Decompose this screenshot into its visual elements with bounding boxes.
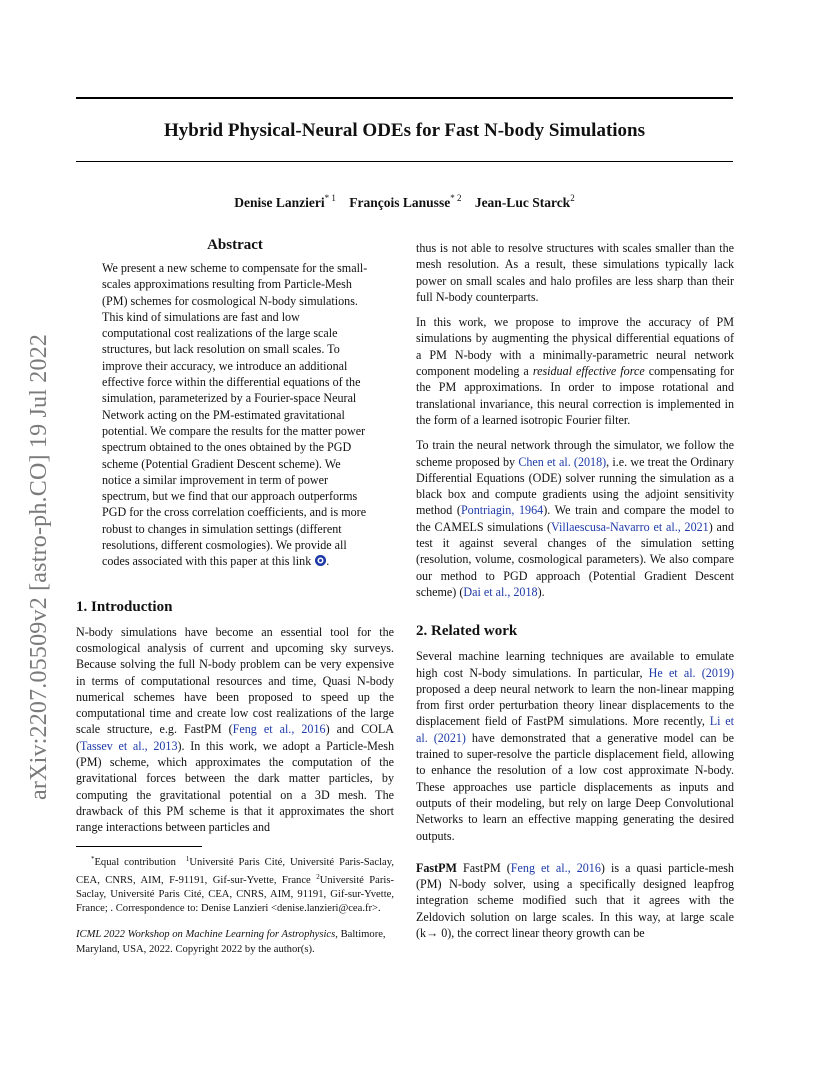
footnote-affiliations: *Equal contribution $^1$Université Paris Cité, Université Paris-Saclay, CEA, CNRS, AIM, F-91191, Gif-sur-Yvette, France $^2$Université Paris-Saclay, Université Paris Cité, CEA, CNRS, AIM, 91191, Gif-sur-Yvette, France; . Correspondence to: Denise Lanzieri <denise.lanzieri@cea.fr>.	[76, 854, 395, 915]
venue-note	[76, 928, 394, 956]
citation-link[interactable]: Chen et al. (2018)	[518, 454, 607, 469]
author-name: Jean-Luc Starck	[474, 195, 571, 210]
body-text: proposed a deep neural network to learn the non-linear mapping from first order perturbation theory linear displacements to the displacement field of FastPM simulations. More recently,	[416, 681, 734, 729]
author-name: Denise Lanzieri	[234, 195, 325, 210]
venue-name: ICML 2022 Workshop on Machine Learning for Astrophysics	[76, 929, 336, 941]
section-heading-related-work: 2. Related work	[416, 623, 518, 640]
left-column	[76, 232, 394, 957]
author-affiliation: 2	[570, 193, 575, 203]
top-rule	[76, 97, 733, 99]
citation-link[interactable]: He et al. (2019)	[648, 665, 734, 680]
title-bottom-rule	[76, 161, 733, 162]
paper-title: Hybrid Physical-Neural ODEs for Fast N-body Simulations	[163, 120, 646, 141]
body-paragraph	[416, 860, 734, 941]
citation-link[interactable]: Li et al. (2021)	[416, 714, 735, 745]
emphasis-text: residual effective force	[532, 364, 645, 379]
intro-text: ) and COLA (	[76, 722, 394, 753]
paragraph-label: FastPM	[416, 860, 457, 875]
body-text: ) and test it against several changes of the simulation setting (resolution, volume, cosmological parameters). We also compare our method to PGD approach (Potential Gradient Descent scheme) (	[416, 519, 734, 599]
body-paragraph: thus is not able to resolve structures with scales smaller than the mesh resolution. As a result, these simulations typically lack power on small scales and halo profiles are less sharp than their full N-body counterparts.	[416, 241, 734, 304]
body-text: FastPM (	[456, 860, 511, 875]
footnote-text: Université Paris Cité, Université Paris-Saclay, CEA, CNRS, AIM, F-91191, Gif-sur-Yvette, France	[76, 856, 394, 886]
citation-link[interactable]: Dai et al., 2018	[463, 584, 538, 599]
body-text: , i.e. we treat the Ordinary Differential Equations (ODE) solver running the simulation as a black box and compute gradients using the adjoint sensitivity method (	[416, 454, 734, 518]
arxiv-side-stamp	[20, 268, 60, 800]
footnote-text: Equal contribution	[94, 856, 176, 868]
author-list	[76, 188, 733, 213]
intro-text: N-body simulations have become an essential tool for the cosmological analysis of current and upcoming sky surveys. Because solving the full N-body problem can be very expensive in terms of computational resources and time, Quasi N-body numerical schemes have been proposed to speed up the computational time and create low cost realizations of the large scale structure, e.g. FastPM (	[76, 624, 394, 737]
author-affiliation: * 1	[324, 193, 336, 203]
author-name: François Lanusse	[349, 195, 451, 210]
intro-paragraph	[76, 624, 394, 836]
body-text: Several machine learning techniques are available to emulate high cost N-body simulations. In particular,	[416, 649, 734, 680]
body-text: ) is a quasi particle-mesh (PM) N-body solver, using a specifically designed leapfrog integration scheme modified such that it agrees with the Zeldovich solution on large scales. In this way, at large scale (k→ 0), the correct linear theory growth can be	[416, 860, 734, 940]
github-icon[interactable]	[315, 555, 326, 566]
body-paragraph	[416, 437, 734, 600]
body-text: ). We train and compare the model to the CAMELS simulations (	[416, 503, 735, 534]
body-text: In this work, we propose to improve the accuracy of PM simulations by augmenting the physical differential equations of a PM N-body with a minimally-parametric neural network component modeling a	[416, 315, 734, 379]
arxiv-stamp-text: arXiv:2207.05509v2 [astro-ph.CO] 19 Jul 2022	[26, 333, 52, 800]
intro-text: ). In this work, we adopt a Particle-Mesh (PM) scheme, which approximates the computation of the gravitational forces between the dark matter particles, by computing the gravitational potential on a 3D mesh. The drawback of this PM scheme is that it approximates the short range interactions between particles and	[76, 738, 394, 835]
abstract-heading: Abstract	[207, 237, 263, 253]
body-text: compensating for the PM approximations. In order to impose rotational and translational invariance, this neural correction is implemented in the form of a learned isotropic Fourier filter.	[416, 364, 734, 427]
abstract-body-text: We present a new scheme to compensate for the small-scales approximations resulting from Particle-Mesh (PM) schemes for cosmological N-body simulations. This kind of simulations are fast and low computational cost realizations of the large scale structures, but lack resolution on small scales. To improve their accuracy, we introduce an additional effective force within the differential equations of the simulation, parameterized by a Fourier-space Neural Network acting on the PM-estimated gravitational potential. We compare the results for the matter power spectrum obtained to the ones obtained by the PGD scheme (Potential Gradient Descent scheme). We notice a similar improvement in term of power spectrum, but we find that our approach outperforms PGD for the cross correlation coefficients, and is more robust to changes in simulation settings (different resolutions, different cosmologies). We provide all codes associated with this paper at this link	[102, 261, 368, 569]
author-affiliation: * 2	[450, 193, 462, 203]
body-text: have demonstrated that a generative model can be trained to super-resolve the particle displacement field, allowing to enhance the resolution of a low cost approximate N-body. These approaches use particle displacements as inputs and outputs of their modeling, but rely on large Deep Convolutional Networks to learn an effective mapping generating the desired outputs.	[416, 730, 734, 843]
section-heading-introduction: 1. Introduction	[76, 598, 173, 615]
abstract-text	[102, 260, 368, 570]
footnote-text: Université Paris-Saclay, Université Paris Cité, CEA, CNRS, AIM, 91191, Gif-sur-Yvette, France; . Correspondence to: Denise Lanzieri <denise.lanzieri@cea.fr>.	[76, 874, 395, 915]
citation-link[interactable]: Pontriagin, 1964	[460, 503, 544, 518]
body-paragraph	[416, 648, 734, 844]
citation-link[interactable]: Tassev et al., 2013	[80, 738, 178, 753]
citation-link[interactable]: Feng et al., 2016	[232, 722, 326, 737]
body-paragraph	[416, 314, 734, 428]
body-text: To train the neural network through the simulator, we follow the scheme proposed by	[416, 438, 734, 469]
body-text: ).	[537, 584, 545, 599]
abstract-tail: .	[326, 554, 330, 569]
right-column	[416, 240, 734, 941]
citation-link[interactable]: Villaescusa-Navarro et al., 2021	[551, 519, 709, 534]
citation-link[interactable]: Feng et al., 2016	[510, 860, 601, 875]
venue-text: , Baltimore, Maryland, USA, 2022. Copyright 2022 by the author(s).	[76, 929, 386, 955]
